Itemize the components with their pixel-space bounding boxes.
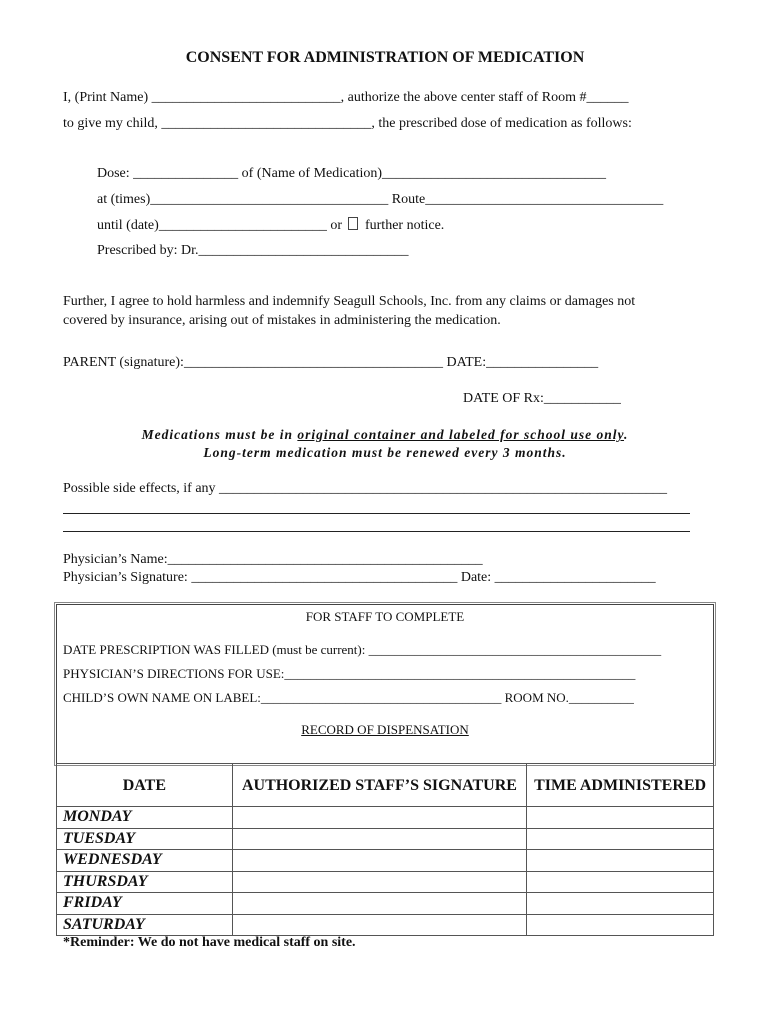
child-name-field[interactable]: ______________________________ <box>161 116 372 131</box>
parent-date-label: DATE: <box>442 355 487 370</box>
parent-date-field[interactable]: ________________ <box>486 355 599 370</box>
dose-line <box>97 166 606 182</box>
hold-harmless-line-1: Further, I agree to hold harmless and indemnify Seagull Schools, Inc. from any claims or damages not <box>63 294 636 309</box>
consent-line-2 <box>63 116 632 132</box>
date-of-rx-field[interactable]: ___________ <box>543 391 621 406</box>
child-name-on-label-label: CHILD’S OWN NAME ON LABEL: <box>63 690 261 705</box>
consent-line-1 <box>63 90 628 106</box>
day-cell: FRIDAY <box>57 893 233 915</box>
physician-signature-label: Physician’s Signature: <box>63 570 192 585</box>
directions-label: PHYSICIAN’S DIRECTIONS FOR USE: <box>63 666 285 681</box>
dose-field[interactable]: _______________ <box>133 166 239 181</box>
physician-signature-field[interactable]: ______________________________________ <box>191 570 458 585</box>
authorize-label: , authorize the above center staff of Room # <box>340 90 587 105</box>
medication-name-label: of (Name of Medication) <box>238 166 383 181</box>
table-row <box>57 807 714 829</box>
parent-signature-field[interactable]: _____________________________________ <box>183 355 443 370</box>
dose-label: Dose: <box>97 166 134 181</box>
physician-name-line <box>63 552 483 568</box>
page-title: CONSENT FOR ADMINISTRATION OF MEDICATION <box>185 49 585 66</box>
room-number-field[interactable]: ______ <box>586 90 629 105</box>
day-cell: MONDAY <box>57 807 233 829</box>
time-cell[interactable] <box>527 871 714 893</box>
renewal-notice: Long-term medication must be renewed every 3 months. <box>203 445 567 460</box>
parent-signature-label: PARENT (signature): <box>63 355 184 370</box>
further-notice-checkbox[interactable] <box>348 217 358 230</box>
day-cell: THURSDAY <box>57 871 233 893</box>
dispensation-table <box>56 763 714 936</box>
prescribed-by-line <box>97 243 408 259</box>
child-label: to give my child, <box>63 116 162 131</box>
times-label: at (times) <box>97 192 151 207</box>
print-name-field[interactable]: ___________________________ <box>151 90 341 105</box>
until-label: until (date) <box>97 218 159 233</box>
side-effects-label: Possible side effects, if any <box>63 481 220 496</box>
room-no-label: ROOM NO. <box>501 690 569 705</box>
container-notice-a: Medications must be in <box>141 427 298 442</box>
route-label: Route <box>388 192 426 207</box>
signature-cell[interactable] <box>232 871 526 893</box>
table-row <box>57 871 714 893</box>
route-field[interactable]: __________________________________ <box>425 192 664 207</box>
hold-harmless-line-2: covered by insurance, arising out of mistakes in administering the medication. <box>63 313 501 328</box>
table-row <box>57 893 714 915</box>
table-header-row <box>57 764 714 807</box>
date-column-header: DATE <box>57 764 233 807</box>
staff-section-heading: FOR STAFF TO COMPLETE <box>305 609 465 624</box>
doctor-name-field[interactable]: ______________________________ <box>198 243 409 258</box>
time-cell[interactable] <box>527 850 714 872</box>
date-of-rx-line <box>463 391 621 407</box>
reminder-note: *Reminder: We do not have medical staff on site. <box>63 935 356 950</box>
print-name-label: I, (Print Name) <box>63 90 152 105</box>
time-cell[interactable] <box>527 914 714 936</box>
until-date-field[interactable]: ________________________ <box>158 218 327 233</box>
table-row <box>57 850 714 872</box>
container-notice-b: original container and labeled for school use only <box>297 427 625 442</box>
signature-cell[interactable] <box>232 807 526 829</box>
signature-cell[interactable] <box>232 893 526 915</box>
container-notice-c: . <box>624 427 629 442</box>
prescription-filled-label: DATE PRESCRIPTION WAS FILLED (must be current): <box>63 642 369 657</box>
directions-line <box>63 666 635 682</box>
until-line <box>97 217 444 234</box>
side-effects-field[interactable]: ________________________________________________________________ <box>219 481 668 496</box>
time-administered-column-header: TIME ADMINISTERED <box>527 764 714 807</box>
date-of-rx-label: DATE OF Rx: <box>463 391 544 406</box>
side-effects-line <box>63 481 667 497</box>
parent-signature-line <box>63 355 598 371</box>
staff-section-box <box>56 604 714 764</box>
directions-field[interactable]: ______________________________________________________ <box>284 666 636 681</box>
medication-name-field[interactable]: ________________________________ <box>382 166 607 181</box>
child-label-line <box>63 690 634 706</box>
times-route-line <box>97 192 663 208</box>
container-notice <box>0 427 770 443</box>
time-cell[interactable] <box>527 828 714 850</box>
table-row <box>57 914 714 936</box>
physician-date-field[interactable]: _______________________ <box>494 570 656 585</box>
record-heading: RECORD OF DISPENSATION <box>301 722 469 737</box>
signature-cell[interactable] <box>232 828 526 850</box>
signature-cell[interactable] <box>232 850 526 872</box>
time-cell[interactable] <box>527 807 714 829</box>
signature-cell[interactable] <box>232 914 526 936</box>
prescription-filled-line <box>63 642 661 658</box>
day-cell: SATURDAY <box>57 914 233 936</box>
side-effects-rule-2[interactable] <box>63 531 690 532</box>
physician-date-label: Date: <box>457 570 495 585</box>
staff-signature-column-header: AUTHORIZED STAFF’S SIGNATURE <box>232 764 526 807</box>
physician-name-label: Physician’s Name: <box>63 552 168 567</box>
physician-name-field[interactable]: _____________________________________________ <box>167 552 483 567</box>
times-field[interactable]: __________________________________ <box>150 192 389 207</box>
table-row <box>57 828 714 850</box>
prescribed-dose-label: , the prescribed dose of medication as follows: <box>371 116 632 131</box>
time-cell[interactable] <box>527 893 714 915</box>
prescription-filled-field[interactable]: _____________________________________________ <box>368 642 662 657</box>
physician-signature-line <box>63 570 656 586</box>
prescribed-by-label: Prescribed by: Dr. <box>97 243 199 258</box>
or-label: or <box>326 218 346 233</box>
further-notice-label: further notice. <box>361 218 445 233</box>
day-cell: WEDNESDAY <box>57 850 233 872</box>
room-no-field[interactable]: __________ <box>568 690 634 705</box>
day-cell: TUESDAY <box>57 828 233 850</box>
side-effects-rule-1[interactable] <box>63 513 690 514</box>
child-name-on-label-field[interactable]: _____________________________________ <box>260 690 502 705</box>
